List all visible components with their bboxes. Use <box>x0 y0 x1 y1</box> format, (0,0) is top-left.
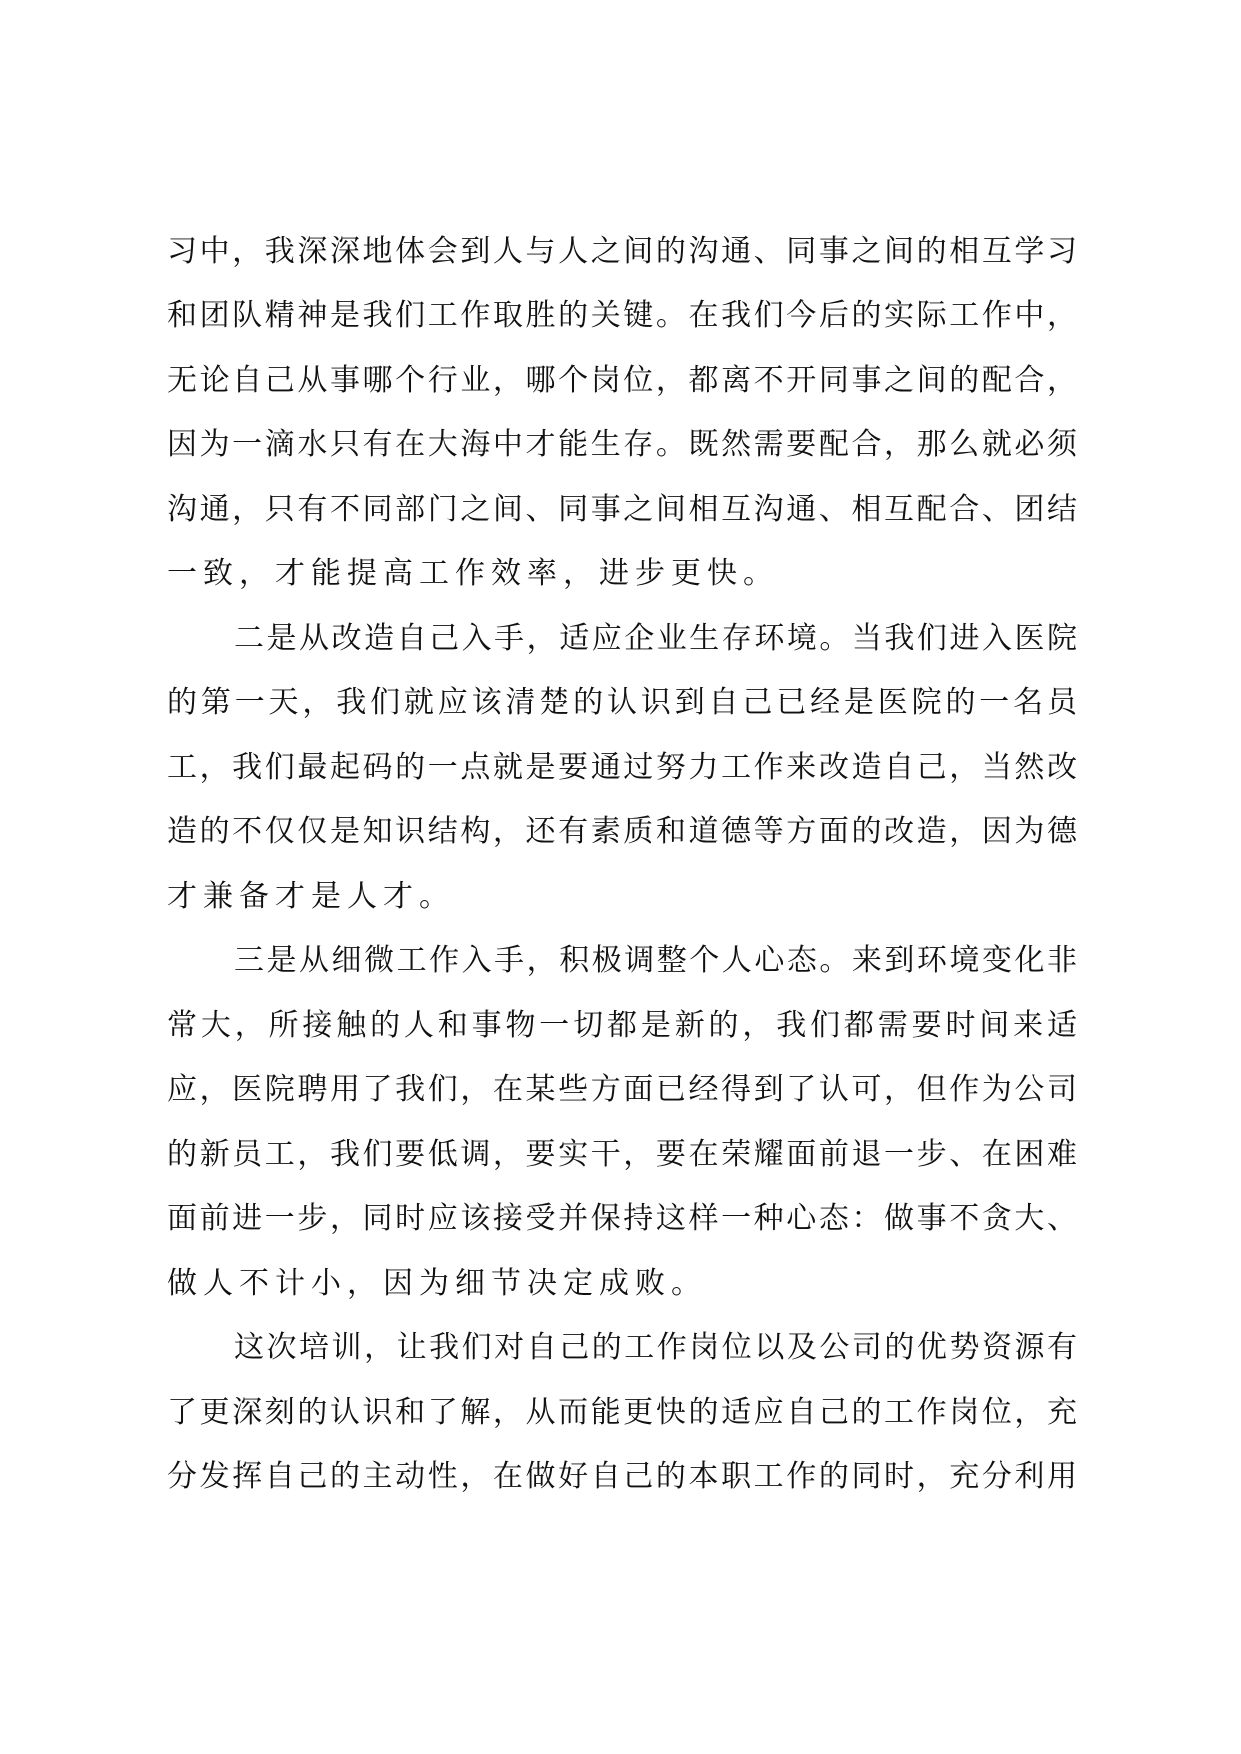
text-line: 造的不仅仅是知识结构，还有素质和道德等方面的改造，因为德 <box>167 814 1077 849</box>
paragraph-first-line: 这次培训，让我们对自己的工作岗位以及公司的优势资源有 <box>234 1330 1077 1365</box>
text-line: 习中，我深深地体会到人与人之间的沟通、同事之间的相互学习 <box>167 234 1077 269</box>
text-line: 无论自己从事哪个行业，哪个岗位，都离不开同事之间的配合， <box>167 363 1077 398</box>
text-line: 面前进一步，同时应该接受并保持这样一种心态：做事不贪大、 <box>167 1201 1077 1236</box>
text-line: 一致，才能提高工作效率，进步更快。 <box>167 556 779 591</box>
paragraph-first-line: 二是从改造自己入手，适应企业生存环境。当我们进入医院 <box>234 621 1077 656</box>
text-line: 应，医院聘用了我们，在某些方面已经得到了认可，但作为公司 <box>167 1072 1077 1107</box>
text-line: 才兼备才是人才。 <box>167 879 455 914</box>
text-line: 和团队精神是我们工作取胜的关键。在我们今后的实际工作中， <box>167 298 1077 333</box>
text-line: 分发挥自己的主动性，在做好自己的本职工作的同时，充分利用 <box>167 1459 1077 1494</box>
text-line: 的新员工，我们要低调，要实干，要在荣耀面前退一步、在困难 <box>167 1137 1077 1172</box>
text-line: 了更深刻的认识和了解，从而能更快的适应自己的工作岗位，充 <box>167 1395 1077 1430</box>
text-line: 沟通，只有不同部门之间、同事之间相互沟通、相互配合、团结 <box>167 492 1077 527</box>
text-line: 工，我们最起码的一点就是要通过努力工作来改造自己，当然改 <box>167 750 1077 785</box>
text-line: 的第一天，我们就应该清楚的认识到自己已经是医院的一名员 <box>167 685 1077 720</box>
paragraph-first-line: 三是从细微工作入手，积极调整个人心态。来到环境变化非 <box>234 943 1077 978</box>
text-line: 做人不计小，因为细节决定成败。 <box>167 1266 707 1301</box>
text-line: 因为一滴水只有在大海中才能生存。既然需要配合，那么就必须 <box>167 427 1077 462</box>
text-line: 常大，所接触的人和事物一切都是新的，我们都需要时间来适 <box>167 1008 1077 1043</box>
